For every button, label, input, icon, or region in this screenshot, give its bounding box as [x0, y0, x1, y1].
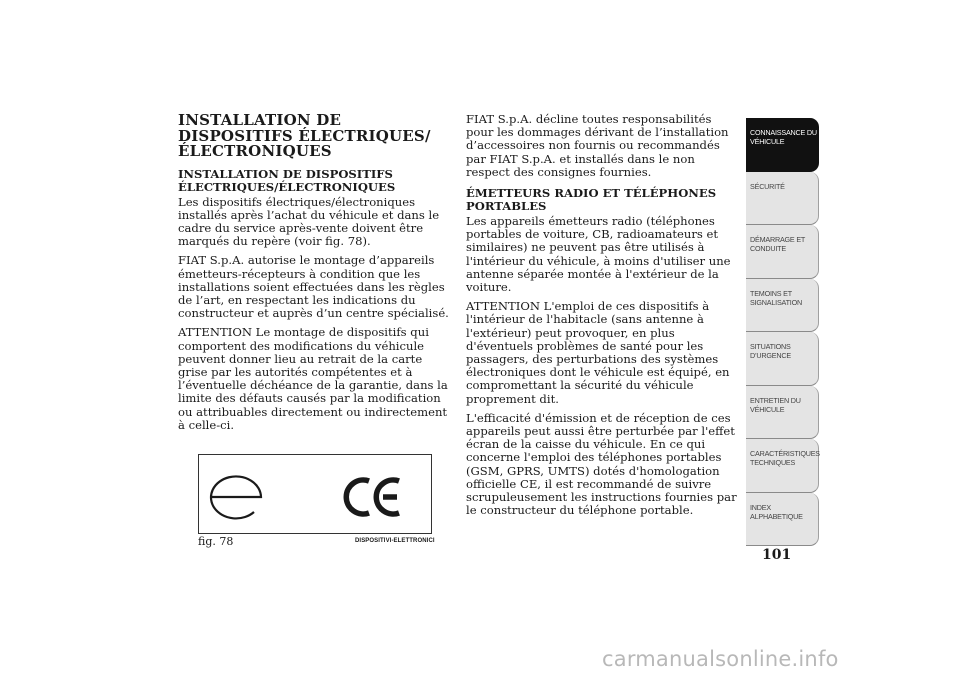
figure-code: DISPOSITIVI-ELETTRONICI [355, 538, 435, 544]
tab-label: ENTRETIEN DU VÉHICULE [750, 395, 801, 414]
warning-paragraph: ATTENTION L'emploi de ces dispositifs à l'intérieur de l'habitacle (sans antenne à l'extérieur) peut provoquer, en plus d'éventuels problèmes de santé pour les passagers, des perturbations des systèmes électroniques dont le véhicule est équipé, en compromettant la sécurité du véhicule proprement dit. [466, 299, 730, 406]
paragraph: Les dispositifs électriques/électroniques installés après l’achat du véhicule et dans le cadre du service après-vente doivent être marqués du repère (voir fig. 78). [178, 194, 440, 249]
chapter-tabs [746, 118, 819, 546]
tab-connaissance-du-vehicule[interactable] [746, 118, 819, 172]
tab-label: DÉMARRAGE ET CONDUITE [750, 235, 805, 253]
tab-label: CARACTÉRISTIQUES TECHNIQUES [750, 449, 820, 467]
subsection-title: ÉMETTEURS RADIO ET TÉLÉPHONES PORTABLES [466, 186, 717, 214]
watermark: carmanualsonline.info [602, 647, 839, 671]
paragraph: Les appareils émetteurs radio (téléphones portables de voiture, CB, radioamateurs et similaires) ne peuvent pas être utilisés à l'intérieur du véhicule, à moins d'utiliser une antenne séparée montée à l'extérieur de la voiture. [466, 214, 731, 295]
tab-demarrage-et-conduite[interactable] [746, 225, 819, 279]
tab-label: SÉCURITÉ [750, 181, 785, 191]
ce-mark-icon [346, 480, 399, 514]
subsection-title: INSTALLATION DE DISPOSITIFS ÉLECTRIQUES/ÉLECTRONIQUES [178, 166, 396, 194]
paragraph: FIAT S.p.A. décline toutes responsabilités pour les dommages dérivant de l’installation d’accessoires non fournis ou recommandés par FIAT S.p.A. et installés dans le non respect des consignes fournies. [466, 112, 729, 179]
paragraph: L'efficacité d'émission et de réception de ces appareils peut aussi être perturbée par l'effet écran de la caisse du véhicule. En ce qui concerne l'emploi des téléphones portables (GSM, GPRS, UMTS) dotés d'homologation officielle CE, il est recommandé de suivre scrupuleusement les instructions fournies par le constructeur du téléphone portable. [466, 410, 737, 518]
paragraph: FIAT S.p.A. autorise le montage d’appareils émetteurs-récepteurs à condition que les installations soient effectuées dans les règles de l’art, en respectant les indications du constructeur et auprès d’un centre spécialisé. [178, 253, 449, 321]
tab-securite[interactable] [746, 172, 819, 226]
warning-paragraph: ATTENTION Le montage de dispositifs qui comportent des modifications du véhicule peuvent donner lieu au retrait de la carte grise par les autorités compétentes et à l’éventuelle déchéance de la garantie, dans la limite des défauts causés par la modification ou attribuables directement ou indirectement à celle-ci. [178, 325, 448, 432]
tab-label: CONNAISSANCE DU VÉHICULE [750, 128, 817, 146]
figure-caption: fig. 78 [198, 535, 234, 548]
tab-entretien-du-vehicule[interactable] [746, 386, 819, 440]
right-column [466, 113, 742, 523]
figure-78 [198, 454, 432, 534]
tab-index-alphabetique[interactable] [746, 493, 819, 547]
section-title: INSTALLATION DE DISPOSITIFS ÉLECTRIQUES/ÉLECTRONIQUES [178, 111, 431, 160]
tab-label: INDEX ALPHABETIQUE [750, 502, 803, 521]
e-mark-icon [211, 476, 261, 518]
tab-situations-durgence[interactable] [746, 332, 819, 386]
page-number: 101 [762, 547, 792, 563]
left-column [178, 113, 452, 438]
tab-caracteristiques-techniques[interactable] [746, 439, 819, 493]
tab-label: SITUATIONS D’URGENCE [750, 342, 791, 360]
tab-temoins-et-signalisation[interactable] [746, 279, 819, 333]
tab-label: TEMOINS ET SIGNALISATION [750, 288, 802, 307]
